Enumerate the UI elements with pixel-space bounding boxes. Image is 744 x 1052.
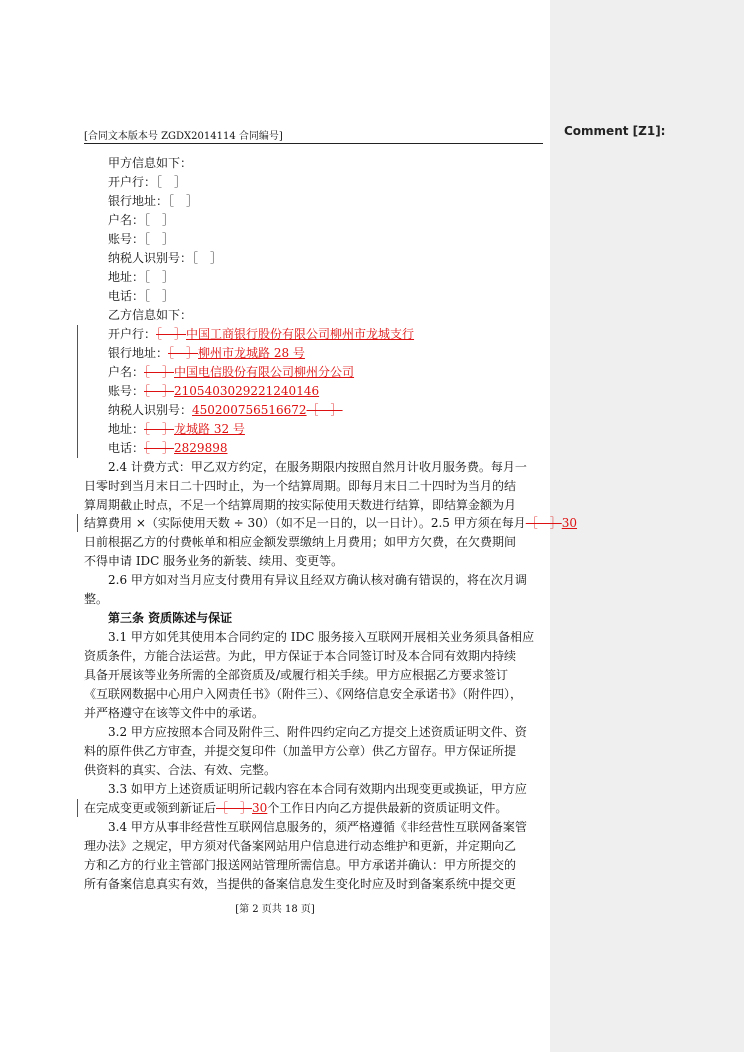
deleted-text: ［ ］ [306,403,343,417]
page-header: [合同文本版本号 ZGDX2014114 合同编号] [84,131,283,142]
deleted-text: ［ ］ [144,365,175,379]
inserted-text: 450200756516672 [192,403,307,417]
clause-3-3-line [84,799,507,817]
clause-2-6-line: 2.6 甲方如对当月应支付费用有异议且经双方确认核对确有错误的，将在次月调 [108,573,527,587]
clause-3-3-text: 在完成变更或领到新证后 [84,801,217,815]
clause-3-2-line: 供资料的真实、合法、有效、完整。 [84,763,277,777]
clause-3-2-line: 料的原件供乙方审查，并提交复印件（加盖甲方公章）供乙方留存。甲方保证所提 [84,744,517,758]
party-a-intro: 甲方信息如下： [108,156,193,170]
party-a-address: 地址：［ ］ [108,270,175,284]
article-3-heading: 第三条 资质陈述与保证 [108,611,233,625]
clause-2-4-line [84,514,577,532]
inserted-text: 30 [252,801,268,815]
deleted-text: ［ ］ [144,422,175,436]
deleted-text: ［ ］ [156,327,187,341]
change-bar [77,325,78,458]
party-b-intro: 乙方信息如下： [108,308,193,322]
clause-3-4-line: 3.4 甲方从事非经营性互联网信息服务的，须严格遵循《非经营性互联网备案管 [108,820,527,834]
deleted-text: ［ ］ [216,801,253,815]
party-b-account-name-label: 户名： [108,365,145,379]
party-b-tax-id-label: 纳税人识别号： [108,403,193,417]
inserted-text: 2829898 [174,441,228,455]
party-b-bank-label: 开户行： [108,327,157,341]
change-bar [77,799,78,817]
inserted-text: 2105403029221240146 [174,384,320,398]
inserted-text: 30 [561,516,578,530]
inserted-text: 中国工商银行股份有限公司柳州市龙城支行 [186,327,415,341]
page-footer: [第 2 页共 18 页] [235,904,315,915]
clause-3-2-line: 3.2 甲方应按照本合同及附件三、附件四约定向乙方提交上述资质证明文件、资 [108,725,527,739]
party-b-tax-id [108,401,343,419]
clause-2-4-line: 2.4 计费方式：甲乙双方约定，在服务期限内按照自然月计收月服务费。每月一 [108,460,527,474]
clause-2-4-line: 算周期截止时点，不足一个结算周期的按实际使用天数进行结算，即结算金额为月 [84,498,517,512]
party-b-account-number-label: 账号： [108,384,145,398]
party-b-account-name [108,363,354,381]
comment-pane [550,0,744,1052]
change-bar [77,514,78,532]
deleted-text: ［ ］ [168,346,199,360]
party-a-bank: 开户行：［ ］ [108,175,187,189]
inserted-text: 柳州市龙城路 28 号 [198,346,305,360]
party-a-account-number: 账号：［ ］ [108,232,175,246]
clause-3-1-line: 资质条件，方能合法运营。为此，甲方保证于本合同签订时及本合同有效期内持续 [84,649,517,663]
party-b-bank-address [108,344,305,362]
party-b-account-number [108,382,319,400]
clause-3-4-line: 理办法》之规定，甲方须对代备案网站用户信息进行动态维护和更新，并定期向乙 [84,839,517,853]
inserted-text: 中国电信股份有限公司柳州分公司 [174,365,355,379]
clause-2-6-line: 整。 [84,592,109,606]
comment-pane-title: Comment [Z1]: [564,124,666,138]
clause-2-5-line: 不得申请 IDC 服务业务的新装、续用、变更等。 [84,554,344,568]
party-a-tax-id: 纳税人识别号：［ ］ [108,251,223,265]
party-b-address [108,420,245,438]
party-b-bank-address-label: 银行地址： [108,346,169,360]
clause-2-5-line: 日前根据乙方的付费帐单和相应金额发票缴纳上月费用；如甲方欠费，在欠费期间 [84,535,517,549]
deleted-text: ［ ］ [144,441,175,455]
party-a-phone: 电话：［ ］ [108,289,175,303]
party-b-phone [108,439,227,457]
header-rule [84,143,543,144]
clause-3-1-line: 3.1 甲方如凭其使用本合同约定的 IDC 服务接入互联网开展相关业务须具备相应 [108,630,535,644]
deleted-text: ［ ］ [525,516,562,530]
clause-3-4-line: 所有备案信息真实有效，当提供的备案信息发生变化时应及时到备案系统中提交更 [84,877,517,891]
clause-3-3-line: 3.3 如甲方上述资质证明所记载内容在本合同有效期内出现变更或换证，甲方应 [108,782,527,796]
clause-2-4-line: 日零时到当月末日二十四时止，为一个结算周期。即每月末日二十四时为当月的结 [84,479,517,493]
clause-3-1-line: 并严格遵守在该等文件中的承诺。 [84,706,265,720]
inserted-text: 龙城路 32 号 [174,422,245,436]
clause-3-4-line: 方和乙方的行业主管部门报送网站管理所需信息。甲方承诺并确认：甲方所提交的 [84,858,517,872]
party-b-bank [108,325,414,343]
party-b-phone-label: 电话： [108,441,145,455]
deleted-text: ［ ］ [144,384,175,398]
clause-3-1-line: 具备开展该等业务所需的全部资质及/或履行相关手续。甲方应根据乙方要求签订 [84,668,509,682]
clause-3-1-line: 《互联网数据中心用户入网责任书》（附件三）、《网络信息安全承诺书》（附件四）， [84,687,523,701]
party-a-account-name: 户名：［ ］ [108,213,175,227]
party-b-address-label: 地址： [108,422,145,436]
clause-3-3-text: 个工作日内向乙方提供最新的资质证明文件。 [267,801,508,815]
clause-2-4-text: 结算费用 ×（实际使用天数 ÷ 30）（如不足一日的，以一日计）。2.5 甲方须在每月 [84,516,526,530]
party-a-bank-address: 银行地址：［ ］ [108,194,199,208]
